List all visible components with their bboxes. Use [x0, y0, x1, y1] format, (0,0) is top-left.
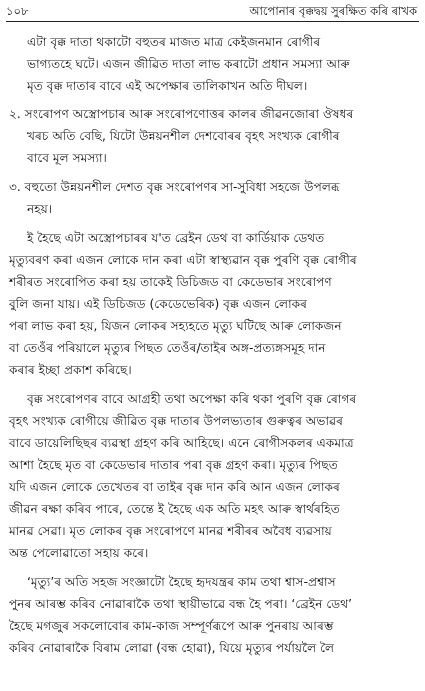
text-line: বাবে ডায়েলিছিছৰ ব্যৱস্থা গ্ৰহণ কৰি আহিছে। এনে ৰোগীসকলৰ একমাত্ৰ	[9, 436, 354, 450]
text-line: যদি এজন লোকে তেখেতৰ বা তাইৰ বৃক্ক দান কৰি আন এজন লোকৰ	[9, 480, 340, 494]
text-line: খৰচ অতি বেছি, যিটো উন্নয়নশীল দেশবোৰৰ বৃহৎ সংখ্যক ৰোগীৰ	[27, 129, 340, 143]
text-line: বা তেওঁৰ পৰিয়ালে মৃত্যুৰ পিছত তেওঁৰ/তাইৰ অঙ্গ-প্ৰত্যঙ্গসমূহ দান	[9, 341, 326, 355]
text-line: নহয়।	[27, 202, 53, 216]
text-line: এটা বৃক্ক দাতা থকাটো বহুতৰ মাজত মাত্ৰ কেইজনমান ৰোগীৰ	[27, 35, 321, 49]
list-item-3-line: ৩. বহুতো উন্নয়নশীল দেশত বৃক্ক সংৰোপণৰ সা-সুবিধা সহজে উপলব্ধ	[9, 180, 340, 194]
header-rule	[6, 21, 419, 22]
text-line: বৃক্ক সংৰোপণৰ বাবে আগ্ৰহী তথা অপেক্ষা কৰি থকা পুৰণি বৃক্ক ৰোগৰ	[27, 392, 357, 406]
text-line: মানৱ সেৱা। মৃত লোকৰ বৃক্ক সংৰোপণে মানৱ শৰীৰৰ অবৈধ ব্যৱসায়	[9, 524, 332, 538]
text-line: পৰা লাভ কৰা হয়, যিজন লোকৰ সহ্যহতে মৃত্যু ঘটিছে আৰু লোকজন	[9, 319, 342, 333]
text-line: আশা হৈছে মৃত বা কেডেভাৰ দাতাৰ পৰা বৃক্ক গ্ৰহণ কৰা। মৃত্যুৰ পিছত	[9, 458, 338, 472]
text-line: হৈছে মগজুৰ সকলোবোৰ কাম-কাজ সম্পূৰ্ণৰূপে আৰু পুনৰায় আৰম্ভ	[9, 619, 334, 633]
text-line: কৰিব নোৱাৰাকৈ বিৰাম লোৱা (বন্ধ হোৱা), যিয়ে মৃত্যুৰ পৰ্যায়লৈ লৈ	[9, 641, 335, 655]
text-line: জীৱন ৰক্ষা কৰিব পাৰে, তেন্তে ই হৈছে এক অতি মহৎ আৰু স্বাৰ্থৰহিত	[9, 502, 340, 516]
text-line: ভাগ্যতহে ঘটে। এজন জীৱিত দাতা লাভ কৰাটো প্ৰধান সমস্যা আৰু	[27, 57, 350, 71]
text-line: শৰীৰত সংৰোপিত কৰা হয় তাকেই ডিচিজড বা কেডেভাৰ সংৰোপণ	[9, 275, 332, 289]
text-line: মৃত্যুবৰণ কৰা এজন লোকে দান কৰা এটা স্বাস্থ্যৱান বৃক্ক পুৰণি বৃক্ক ৰোগীৰ	[9, 253, 357, 267]
text-line: ই হৈছে এটা অস্ত্ৰোপচাৰৰ য'ত ব্ৰেইন ডেথ বা কাৰ্ডিয়াক ডেথত	[27, 231, 325, 245]
text-line: পুনৰ আৰম্ভ কৰিব নোৱাৰাকৈ তথা স্থায়ীভাৱে বন্ধ হৈ পৰা। ‘ব্ৰেইন ডেথ’	[9, 597, 353, 611]
list-item-2-line: ২. সংৰোপণ অস্ত্ৰোপচাৰ আৰু সংৰোপণোত্তৰ কালৰ জীৱনজোৰা ঔষধৰ	[9, 107, 354, 121]
text-line: কৰাৰ ইচ্ছা প্ৰকাশ কৰিছে।	[9, 363, 132, 377]
text-line: বৃহৎ সংখ্যক ৰোগীয়ে জীৱিত বৃক্ক দাতাৰ উপলভ্যতাৰ গুৰুত্বৰ অভাৱৰ	[9, 414, 344, 428]
text-line: বাবে মূল সমস্যা।	[27, 151, 107, 165]
text-line: মৃত বৃক্ক দাতাৰ বাবে এই অপেক্ষাৰ তালিকাখন অতি দীঘল।	[27, 79, 308, 93]
running-title: আপোনাৰ বৃক্কদ্বয় সুৰক্ষিত কৰি ৰাখক	[249, 4, 417, 18]
page-header	[6, 4, 417, 18]
text-line: বুলি জনা যায়। এই ডিচিজড (কেডেভেৰিক) বৃক্ক এজন লোকৰ	[9, 297, 308, 311]
text-line: অন্ত পেলোৱাতো সহায় কৰে।	[9, 546, 149, 560]
text-line: ‘মৃত্যু’ৰ অতি সহজ সংজ্ঞাটো হৈছে হৃদযন্ত্ৰৰ কাম তথা শ্বাস-প্ৰশ্বাস	[27, 575, 336, 589]
page-number: ১০৮	[6, 4, 29, 18]
